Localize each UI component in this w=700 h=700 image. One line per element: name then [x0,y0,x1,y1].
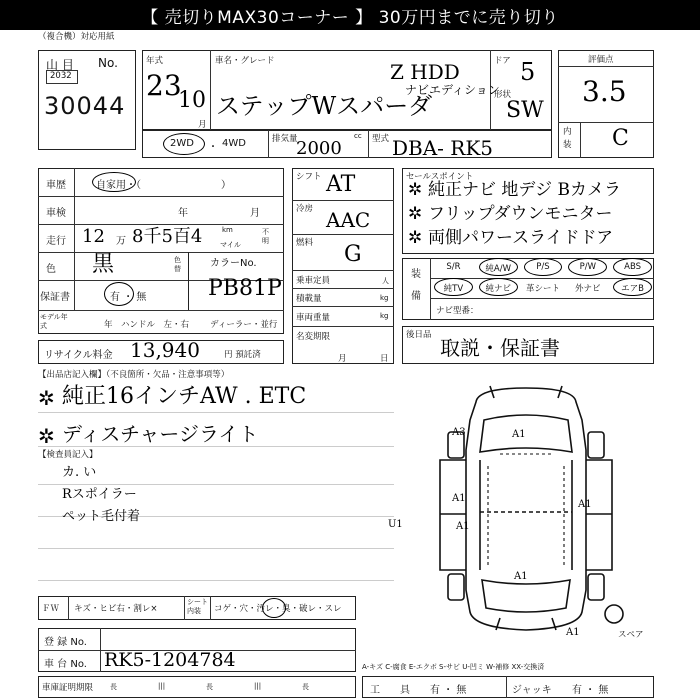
equip-row1-item: ABS [624,262,642,272]
sheet-note: （複合機）対応用紙 [38,32,115,42]
car-name: ステップWスパーダ [216,92,433,120]
drive-2wd: 2WD [170,138,194,149]
banner [0,0,700,30]
equip-circle [434,278,473,296]
grade: Z HDD [390,60,460,84]
cert-cell: 長 [302,683,309,691]
equip-row2-item: 純TV [443,284,464,294]
equip-row2-item: 純ナビ [485,284,511,294]
mileage-rest: 8千5百4 [132,226,203,247]
ac-value: AAC [326,208,371,232]
lot-number: 30044 [44,92,126,120]
fuel-label: 燃料 [296,238,314,248]
shape-label: 形状 [494,90,512,100]
equip-row2-item: エアB [621,284,644,294]
shift-label: シフト [296,172,322,182]
star-1: ✲ [408,180,423,200]
color-label: 色 [46,264,56,275]
equip-circle [479,278,518,296]
reg-label: 登 録 No. [44,637,87,648]
capacity-label: 乗車定員 [296,276,331,286]
damage-legend: A-キズ C-腐食 E-エクボ S-サビ U-凹ミ W-補修 XX-交換済 [362,663,545,671]
warranty-label: 保証書 [40,292,70,303]
disp-unit: cc [354,132,362,140]
warranty-options: 有 ・ 無 [110,292,147,303]
fw-text: キズ・ヒビ右・割レ× [74,604,158,614]
sales-label: セールスポイント [406,172,474,182]
tools-value: 有 ・ 無 [430,685,467,696]
damage-mark: A3 [452,427,466,438]
year-label: 年式 [146,56,164,66]
color-code-label: カラーNo. [210,258,257,269]
equip-label: 装備 [411,269,421,302]
equip-row1-item: S/R [446,262,461,272]
fuel-value: G [344,242,362,267]
color-change: 色替 [174,256,181,273]
damage-mark: A1 [514,571,528,582]
history-options: 自家用・（ ） [96,180,231,191]
equip-row2-item: 革シート [525,284,560,294]
drive-sep: ・ [208,142,218,153]
recycle-unit: 円 預託済 [224,350,261,360]
cert-cell: 長 [206,683,213,691]
change-month: 月 [338,354,347,364]
insp-1: カ. い [62,465,97,480]
capacity-unit: 人 [382,277,389,285]
seat-text: コゲ・穴・汚レ・臭・破レ・スレ [214,604,342,614]
sales-3: 両側パワースライドドア [428,228,614,248]
remark-star-1: ✲ [38,386,55,410]
change-label: 名変期限 [296,332,331,342]
equip-circle [479,258,518,276]
jack-label: ジャッキ [512,685,552,696]
dealer-label: ディーラー・並行 [210,320,278,330]
auction-site: 山 目 [46,58,74,72]
damage-mark: A1 [452,493,466,504]
after-label: 後日品 [406,330,432,340]
remarks-header: 【出品店記入欄】（不良箇所・欠品・注意事項等） [38,370,230,380]
damage-mark: U1 [388,519,403,530]
lot-small: 2032 [50,71,72,81]
disp-value: 2000 [296,138,342,159]
remark-line1: 純正16インチAW . ETC [62,384,307,409]
history-circle [92,172,136,192]
fw-label: ＦＷ [42,604,60,614]
equip-circle [613,258,652,276]
damage-mark: A1 [566,627,580,638]
drive-circle [163,133,205,155]
model-year-label: モデル年式 [40,313,68,330]
handle-label: 年 ハンドル 左・右 [104,320,190,330]
shape-value: SW [506,98,544,123]
history-label: 車歴 [46,180,66,191]
star-3: ✲ [408,228,423,248]
grade-sub: ナビエディション [405,83,500,97]
cert-label: 車庫証明期限 [42,683,94,693]
disp-label: 排気量 [272,134,298,144]
banner-text: 【 売切りMAX30コーナー 】 30万円までに売り切り [141,7,559,28]
inspector-header: 【検査員記入】 [38,450,98,460]
car-diagram [396,380,658,640]
change-day: 日 [380,354,389,364]
tools-label: 工 具 [370,685,410,696]
cert-cell: 長 [110,683,117,691]
inspection-year: 年 [178,208,188,219]
ac-label: 冷房 [296,204,314,214]
after-value: 取説・保証書 [440,336,560,360]
score-value: 3.5 [582,75,627,108]
color-code: PB81P [208,276,282,301]
inspection-label: 車検 [46,208,66,219]
equip-row1-item: P/W [579,262,596,272]
remark-line2: ディスチャージライト [62,422,259,446]
sales-1: 純正ナビ 地デジ Bカメラ [428,180,621,200]
door-value: 5 [520,58,536,86]
month-unit: 月 [198,120,207,130]
jack-value: 有 ・ 無 [572,685,609,696]
interior-value: C [612,126,629,151]
cert-cell: ||| [254,682,262,690]
seat-label: シート 内装 [187,598,208,615]
color-value: 黒 [92,252,115,277]
equip-row1-item: 純A/W [485,264,511,274]
equip-row1-item: P/S [536,262,550,272]
door-label: ドア [494,56,511,66]
month-value: 10 [178,88,206,113]
seat-circle [262,598,286,618]
sales-2: フリップダウンモニター [428,204,613,224]
equip-row2-item: 外ナビ [575,284,601,294]
equip-circle [524,258,563,276]
remark-star-2: ✲ [38,424,55,448]
model-value: DBA- RK5 [392,136,494,160]
spare-label: スペア [618,630,644,640]
damage-mark: A1 [512,429,526,440]
chassis-label: 車 台 No. [44,659,87,670]
mile-unit: マイル [220,241,241,249]
mileage-value: 12 [82,226,105,247]
equip-circle [613,278,652,296]
year-value: 23 [146,69,182,102]
mileage-label: 走行 [46,236,66,247]
warranty-circle [104,282,134,306]
lot-label: No. [98,56,118,70]
navi-type-label: ナビ型番： [436,306,479,316]
load-unit: kg [380,294,389,302]
model-label: 型式 [372,134,390,144]
name-label: 車名・グレード [215,56,275,66]
shift-value: AT [326,172,356,197]
km-unit: km [222,226,233,234]
insp-2: Rスポイラー [62,487,137,502]
weight-unit: kg [380,312,389,320]
score-label: 評価点 [588,55,614,65]
insp-3: ペット毛付着 [62,509,141,524]
mileage-man: 万 [116,236,126,247]
car-outline [440,386,623,630]
damage-mark: A1 [578,499,592,510]
cert-cell: ||| [158,682,166,690]
recycle-label: リサイクル料金 [44,350,113,361]
load-label: 積載量 [296,294,322,304]
star-2: ✲ [408,204,423,224]
interior-label: 内装 [563,127,572,150]
drive-4wd: 4WD [222,138,246,149]
mileage-check: 不明 [262,228,269,245]
chassis-value: RK5-1204784 [104,649,236,671]
recycle-value: 13,940 [130,338,200,362]
weight-label: 車両重量 [296,313,331,323]
damage-mark: A1 [456,521,470,532]
inspection-month: 月 [250,208,260,219]
equip-circle [568,258,607,276]
